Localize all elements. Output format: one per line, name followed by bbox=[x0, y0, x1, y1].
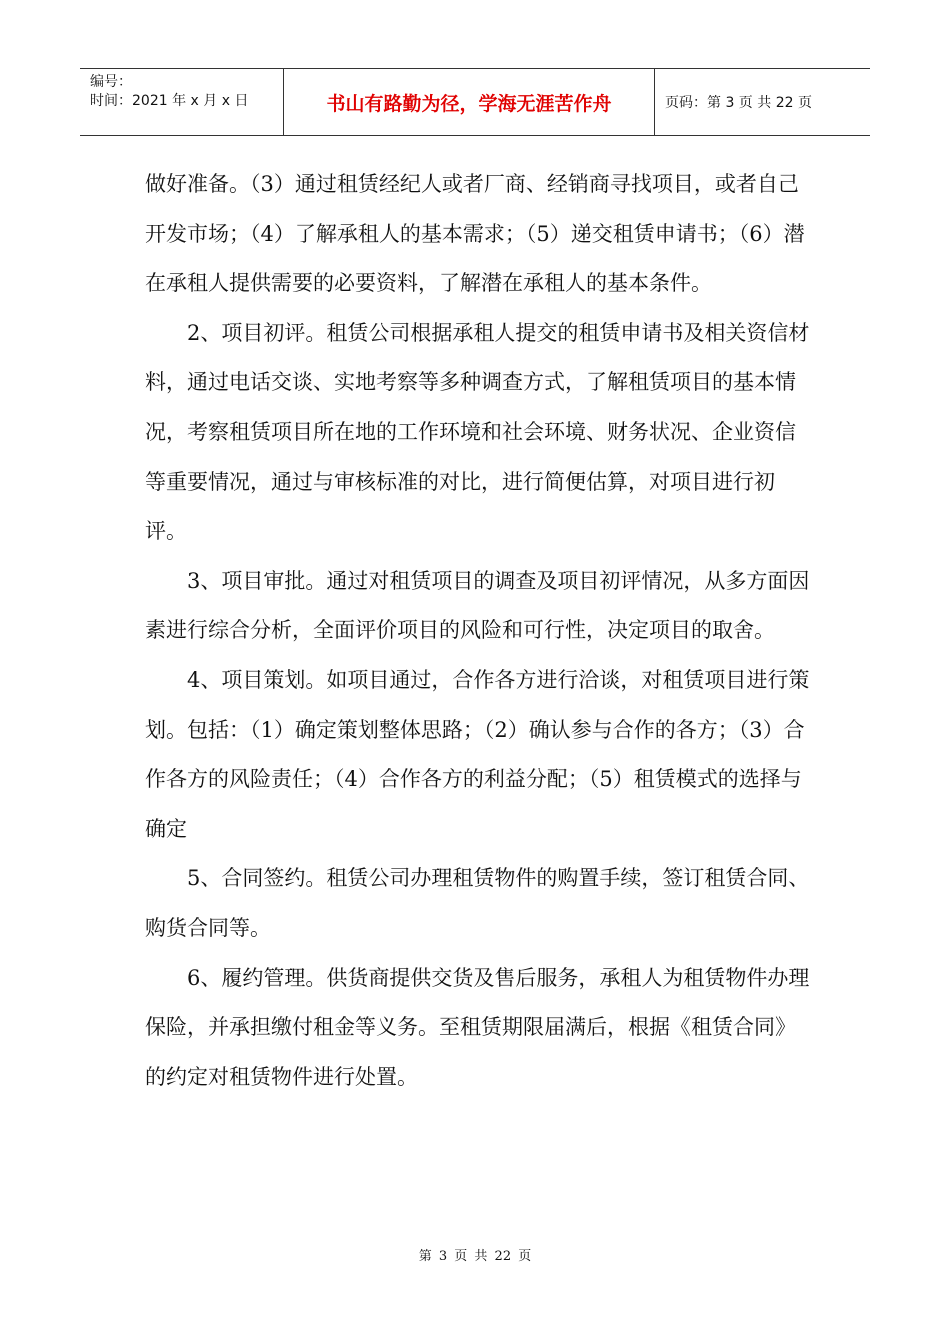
paragraph: 做好准备。（3）通过租赁经纪人或者厂商、经销商寻找项目，或者自己开发市场；（4）了解承租人的基本需求；（5）递交租赁申请书；（6）潜在承租人提供需要的必要资料，了解潜在承租人的基本条件。 bbox=[145, 172, 805, 296]
header-motto: 书山有路勤为径，学海无涯苦作舟 bbox=[283, 69, 655, 135]
paragraph: 5、合同签约。租赁公司办理租赁物件的购置手续，签订租赁合同、购货合同等。 bbox=[145, 866, 810, 940]
page-header bbox=[80, 68, 870, 136]
header-page-label: 页码：第 3 页 共 22 页 bbox=[665, 95, 812, 111]
header-meta bbox=[80, 69, 283, 135]
paragraph: 3、项目审批。通过对租赁项目的调查及项目初评情况，从多方面因素进行综合分析，全面评价项目的风险和可行性，决定项目的取舍。 bbox=[145, 568, 810, 643]
paragraph: 4、项目策划。如项目通过，合作各方进行洽谈，对租赁项目进行策划。包括：（1）确定策划整体思路；（2）确认参与合作的各方；（3）合作各方的风险责任；（4）合作各方的利益分配；（5）租赁模式的选择与确定 bbox=[145, 667, 810, 841]
page-footer: 第 3 页 共 22 页 bbox=[418, 1249, 532, 1264]
paragraph: 6、履约管理。供货商提供交货及售后服务，承租人为租赁物件办理保险，并承担缴付租金等义务。至租赁期限届满后，根据《租赁合同》的约定对租赁物件进行处置。 bbox=[145, 965, 810, 1089]
document-body bbox=[145, 160, 815, 1102]
serial-label: 编号： bbox=[90, 74, 132, 90]
time-label: 时间：2021 年 x 月 x 日 bbox=[90, 93, 249, 109]
paragraph: 2、项目初评。租赁公司根据承租人提交的租赁申请书及相关资信材料，通过电话交谈、实地考察等多种调查方式，了解租赁项目的基本情况，考察租赁项目所在地的工作环境和社会环境、财务状况、企业资信等重要情况，通过与审核标准的对比，进行简便估算，对项目进行初评。 bbox=[145, 320, 810, 544]
